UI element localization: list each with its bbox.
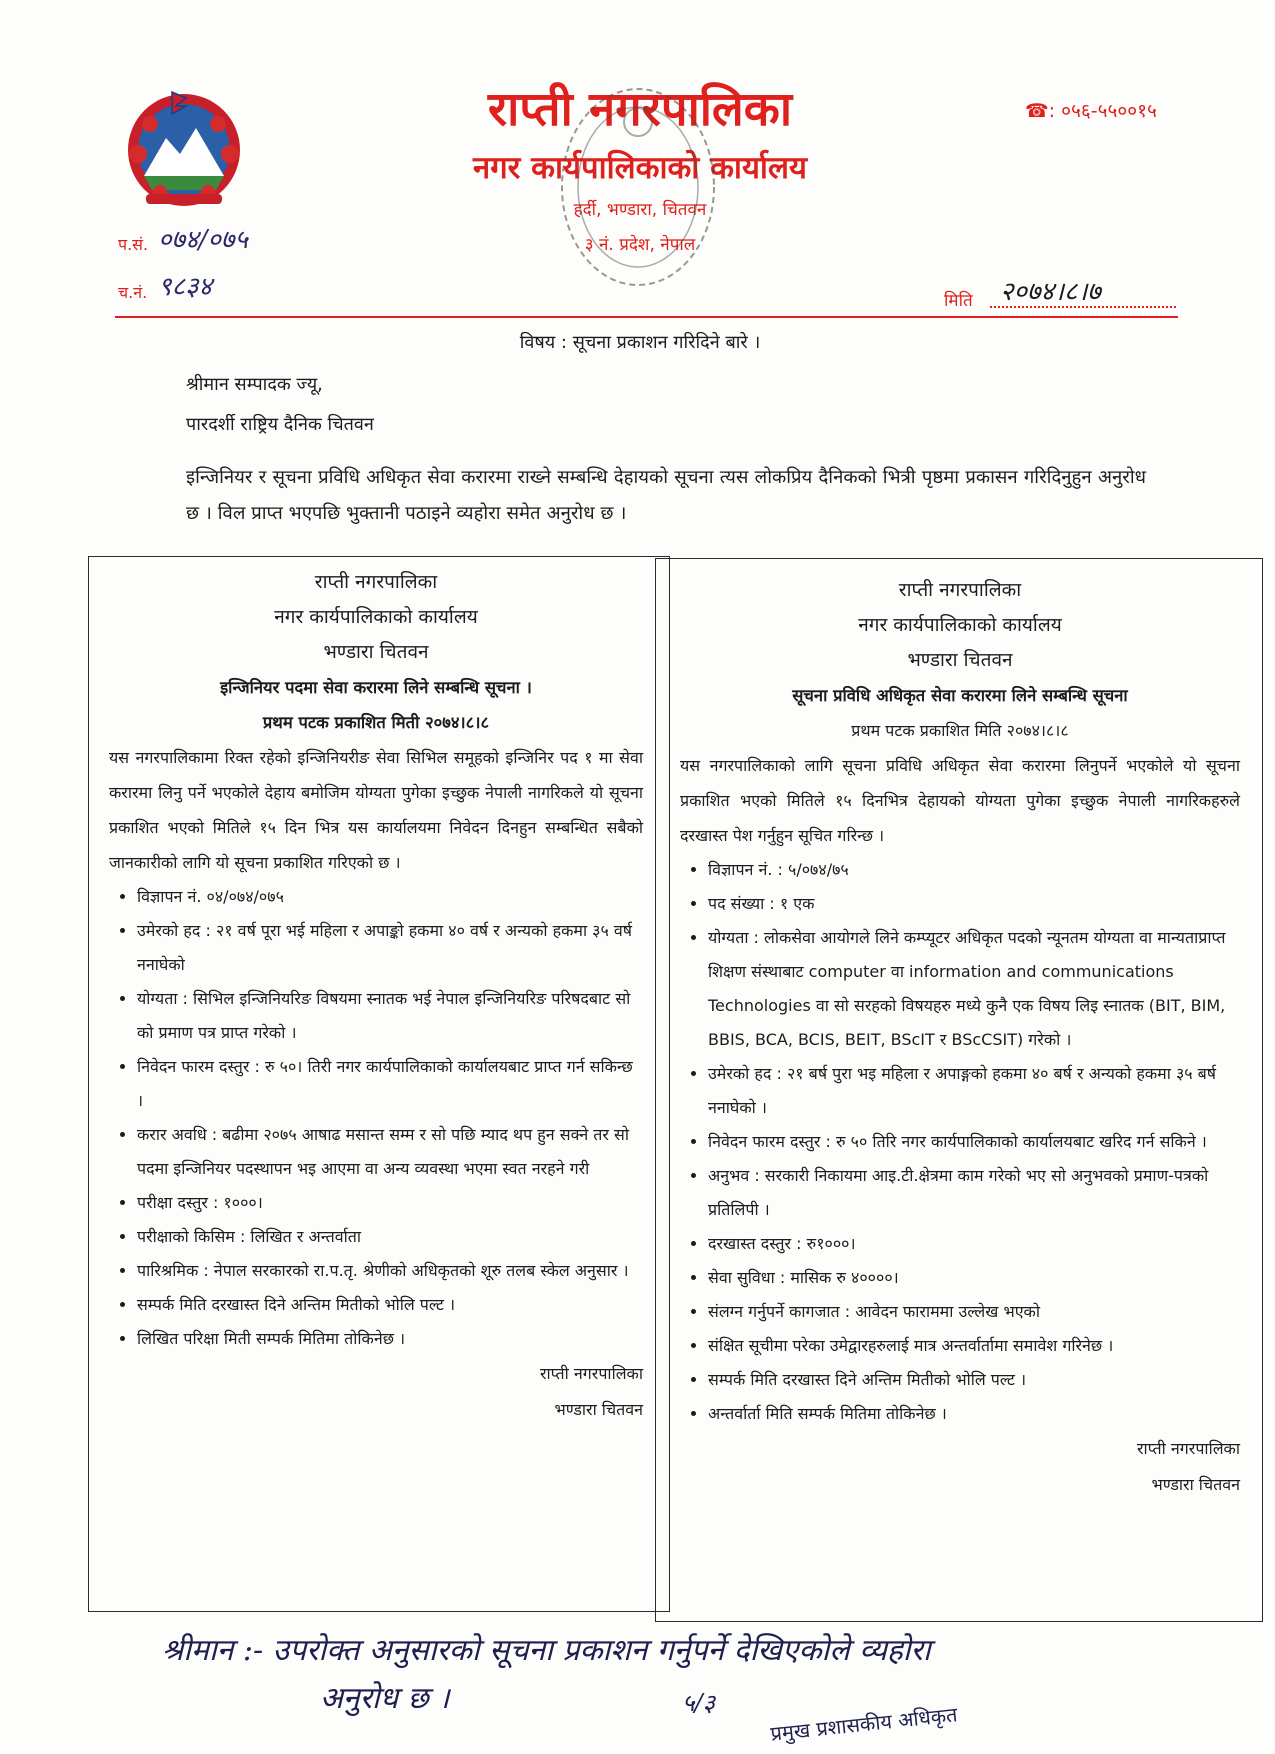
- handwritten-remark: श्रीमान :- उपरोक्त अनुसारको सूचना प्रकाशन गर्नुपर्ने देखिएकोले व्यहोरा: [162, 1633, 931, 1668]
- notice-title: इन्जिनियर पदमा सेवा करारमा लिने सम्बन्धि सूचना ।: [220, 678, 532, 697]
- list-item: • लिखित परिक्षा मिती सम्पर्क मितिमा तोकिनेछ ।: [137, 1322, 643, 1356]
- list-item: • सेवा सुविधा : मासिक रु ४००००।: [708, 1261, 1240, 1295]
- address-line-2: ३ नं. प्रदेश, नेपाल: [584, 235, 696, 255]
- notice-intro: यस नगरपालिकाको लागि सूचना प्रविधि अधिकृत सेवा करारमा लिनुपर्ने भएकोले यो सूचना प्रकाशित भएको मितिले १५ दिनभित्र देहायको योग्यता पुगेका इच्छुक नेपाली नागरिकहरुले दरखास्त पेश गर्नुहुन सूचित गरिन्छ ।: [680, 756, 1240, 845]
- list-item: • उमेरको हद : २१ बर्ष पुरा भइ महिला र अपाङ्गको हकमा ४० बर्ष र अन्यको हकमा ३५ बर्ष ननाघेको ।: [708, 1057, 1240, 1125]
- address-line-1: हर्दी, भण्डारा, चितवन: [573, 200, 707, 220]
- list-item: • निवेदन फारम दस्तुर : रु ५० तिरि नगर कार्यपालिकाको कार्यालयबाट खरिद गर्न सकिने ।: [708, 1125, 1240, 1159]
- letter-salutation: श्रीमान सम्पादक ज्यू,: [186, 374, 323, 395]
- letter-body: इन्जिनियर र सूचना प्रविधि अधिकृत सेवा करारमा राख्ने सम्बन्धि देहायको सूचना त्यस लोकप्रिय दैनिकको भित्री पृष्ठमा प्रकासन गरिदिनुहुन अनुरोध छ । विल प्राप्त भएपछि भुक्तानी पठाइने व्यहोरा समेत अनुरोध छ ।: [186, 467, 1146, 524]
- notice-signature-org: राप्ती नगरपालिका: [1136, 1439, 1240, 1458]
- list-item: • विज्ञापन नं. : ५/०७४/७५: [708, 853, 1240, 887]
- date-label: मिति: [944, 291, 973, 311]
- notice-org: राप्ती नगरपालिका: [898, 579, 1022, 601]
- list-item: • पद संख्या : १ एक: [708, 887, 1240, 921]
- list-item: • संक्षित सूचीमा परेका उमेद्वारहरुलाई मात्र अन्तर्वार्तामा समावेश गरिनेछ ।: [708, 1329, 1240, 1363]
- office-subtitle: नगर कार्यपालिकाको कार्यालय: [473, 150, 807, 186]
- notice-engineer: [88, 556, 670, 1612]
- list-item: • विज्ञापन नं. ०४/०७४/०७५: [137, 880, 643, 914]
- reference-number-value: ०७४/०७५: [158, 225, 248, 255]
- list-item: • निवेदन फारम दस्तुर : रु ५०। तिरी नगर कार्यपालिकाको कार्यालयबाट प्राप्त गर्न सकिन्छ ।: [137, 1050, 643, 1118]
- dispatch-number-label: च.नं.: [118, 283, 148, 302]
- list-item: • पारिश्रमिक : नेपाल सरकारको रा.प.तृ. श्रेणीको अधिकृतको शूरु तलब स्केल अनुसार ।: [137, 1254, 643, 1288]
- notice-signature-org: राप्ती नगरपालिका: [539, 1364, 643, 1383]
- notice-it-officer: [655, 558, 1263, 1622]
- letter-subject: विषय : सूचना प्रकाशन गरिदिने बारे ।: [519, 332, 761, 353]
- nepal-emblem-icon: [120, 84, 248, 212]
- office-name: राप्ती नगरपालिका: [487, 82, 793, 137]
- notice-published-date: प्रथम पटक प्रकाशित मिति २०७४।८।८: [851, 721, 1069, 740]
- dispatch-number-value: ९८३४: [158, 272, 213, 302]
- list-item: • परीक्षा दस्तुर : १०००।: [137, 1186, 643, 1220]
- list-item: • सम्पर्क मिति दरखास्त दिने अन्तिम मितीको भोलि पल्ट ।: [137, 1288, 643, 1322]
- list-item: • अन्तर्वार्ता मिति सम्पर्क मितिमा तोकिनेछ ।: [708, 1397, 1240, 1431]
- list-item: • दरखास्त दस्तुर : रु१०००।: [708, 1227, 1240, 1261]
- date-value: २०७४।८।७: [1000, 277, 1101, 307]
- list-item: • योग्यता : सिभिल इन्जिनियरिङ विषयमा स्नातक भई नेपाल इन्जिनियरिङ परिषदबाट सो को प्रमाण पत्र प्राप्त गरेको ।: [137, 982, 643, 1050]
- notice-items: [109, 880, 643, 1356]
- notice-office: नगर कार्यपालिकाको कार्यालय: [274, 606, 478, 628]
- letter-recipient: पारदर्शी राष्ट्रिय दैनिक चितवन: [186, 414, 374, 435]
- list-item: • संलग्न गर्नुपर्ने कागजात : आवेदन फाराममा उल्लेख भएको: [708, 1295, 1240, 1329]
- notice-intro: यस नगरपालिकामा रिक्त रहेको इन्जिनियरीङ सेवा सिभिल समूहको इन्जिनिर पद १ मा सेवा करारमा लिनु पर्ने भएकोले देहाय बमोजिम योग्यता पुगेका इच्छुक नेपाली नागरिकले यो सूचना प्रकाशित भएको मितिले १५ दिन भित्र यस कार्यालयमा निवेदन दिनहुन सम्बन्धित सबैको जानकारीको लागि यो सूचना प्रकाशित गरिएको छ ।: [109, 748, 643, 872]
- reference-number-label: प.सं.: [118, 235, 149, 254]
- list-item: • परीक्षाको किसिम : लिखित र अन्तर्वाता: [137, 1220, 643, 1254]
- notice-items: [680, 853, 1240, 1431]
- handwritten-signature: ५/३: [682, 1689, 716, 1717]
- header-divider: [115, 316, 1178, 318]
- phone-number: ☎: ०५६-५५००१५: [1025, 100, 1157, 122]
- list-item: • अनुभव : सरकारी निकायमा आइ.टी.क्षेत्रमा काम गरेको भए सो अनुभवको प्रमाण-पत्रको प्रतिलिपी ।: [708, 1159, 1240, 1227]
- notice-location: भण्डारा चितवन: [323, 641, 429, 663]
- list-item: • करार अवधि : बढीमा २०७५ आषाढ मसान्त सम्म र सो पछि म्याद थप हुन सक्ने तर सो पदमा इन्जिनियर पदस्थापन भइ आएमा वा अन्य व्यवस्था भएमा स्वत नरहने गरी: [137, 1118, 643, 1186]
- list-item: • योग्यता : लोकसेवा आयोगले लिने कम्प्यूटर अधिकृत पदको न्यूनतम योग्यता वा मान्यताप्राप्त शिक्षण संस्थाबाट computer वा information and communications Technologies वा सो सरहको विषयहरु मध्ये कुनै एक विषय लिइ स्नातक (BIT, BIM, BBIS, BCA, BCIS, BEIT, BScIT र BScCSIT) गरेको ।: [708, 921, 1240, 1057]
- list-item: • सम्पर्क मिति दरखास्त दिने अन्तिम मितीको भोलि पल्ट ।: [708, 1363, 1240, 1397]
- notice-signature-location: भण्डारा चितवन: [1151, 1475, 1240, 1494]
- notice-org: राप्ती नगरपालिका: [314, 571, 438, 593]
- signer-title-stamp: प्रमुख प्रशासकीय अधिकृत: [769, 1702, 959, 1746]
- handwritten-remark-request: अनुरोध छ ।: [320, 1681, 450, 1716]
- notice-published-date: प्रथम पटक प्रकाशित मिती २०७४।८।८: [262, 713, 490, 732]
- office-seal-stamp: [548, 82, 728, 292]
- notice-signature-location: भण्डारा चितवन: [554, 1400, 643, 1419]
- notice-title: सूचना प्रविधि अधिकृत सेवा करारमा लिने सम्बन्धि सूचना: [792, 686, 1128, 705]
- list-item: • उमेरको हद : २१ वर्ष पूरा भई महिला र अपाङ्को हकमा ४० वर्ष र अन्यको हकमा ३५ वर्ष ननाघेको: [137, 914, 643, 982]
- notice-office: नगर कार्यपालिकाको कार्यालय: [858, 614, 1062, 636]
- notice-location: भण्डारा चितवन: [907, 649, 1013, 671]
